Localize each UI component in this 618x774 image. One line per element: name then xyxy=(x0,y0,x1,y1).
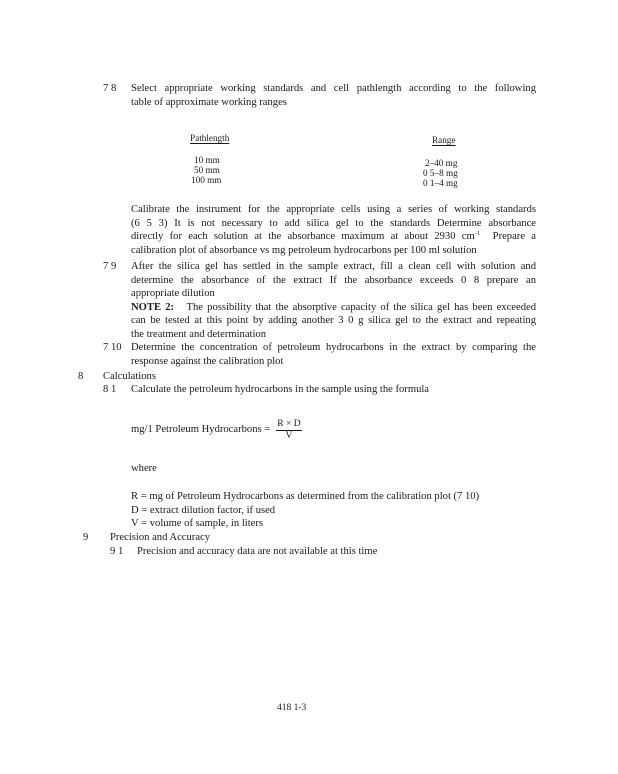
text-line: determine the absorbance of the extract If the absorbance exceeds 0 8 prepare an xyxy=(131,274,536,286)
definition-v: V = volume of sample, in liters xyxy=(131,518,264,530)
text-line: Select appropriate working standards and cell pathlength according to the following xyxy=(131,83,536,94)
section-8-title: Calculations xyxy=(103,371,156,382)
calibrate-paragraph xyxy=(131,203,536,257)
table-header-range: Range xyxy=(432,135,456,145)
formula-numerator: R × D xyxy=(277,419,301,429)
range-cell: 0 1–4 mg xyxy=(423,178,458,188)
table-row xyxy=(423,178,458,189)
text-line: (6 5 3) It is not necessary to add silica gel to the standards Determine absorbance xyxy=(131,217,536,229)
page-number: 418 1-3 xyxy=(277,703,307,713)
table-header-pathlength: Pathlength xyxy=(190,133,230,143)
pathlength-cell: 100 mm xyxy=(191,175,222,185)
formula-lhs: mg/1 Petroleum Hydrocarbons = xyxy=(131,424,271,436)
text-line: response against the calibration plot xyxy=(131,355,284,367)
text-line: Determine the concentration of petroleum hydrocarbons in the extract by comparing the xyxy=(131,342,536,353)
section-number-9-1: 9 1 xyxy=(110,546,124,557)
table-row xyxy=(191,175,221,186)
note-line: the treatment and determination xyxy=(131,328,267,340)
text-line: Calibrate the instrument for the appropriate cells using a series of working standards xyxy=(131,204,536,215)
text-line: calibration plot of absorbance vs mg petroleum hydrocarbons per 100 ml solution xyxy=(131,244,477,256)
table-row xyxy=(194,165,220,176)
text-line: appropriate dilution xyxy=(131,288,215,300)
definition-d: D = extract dilution factor, if used xyxy=(131,504,276,516)
note-line: NOTE 2: The possibility that the absorptive capacity of the silica gel has been exceeded xyxy=(131,301,536,313)
text-line: After the silica gel has settled in the sample extract, fill a clean cell with solution and xyxy=(131,261,536,272)
formula-denominator: V xyxy=(285,431,293,441)
formula xyxy=(131,419,302,441)
section-8-1-text: Calculate the petroleum hydrocarbons in the sample using the formula xyxy=(131,384,430,395)
range-cell: 2–40 mg xyxy=(425,158,458,168)
section-9-1-text: Precision and accuracy data are not available at this time xyxy=(137,546,378,557)
range-cell: 0 5–8 mg xyxy=(423,168,458,178)
table-row xyxy=(425,158,457,169)
pathlength-cell: 50 mm xyxy=(194,165,220,175)
text-line: table of approximate working ranges xyxy=(131,96,287,108)
section-number-8: 8 xyxy=(78,371,84,382)
where-label: where xyxy=(131,463,157,474)
pathlength-cell: 10 mm xyxy=(194,155,220,165)
note-label: NOTE 2: xyxy=(131,301,175,313)
section-7-9-text xyxy=(131,260,536,342)
variable-definitions xyxy=(131,490,479,531)
section-number-9: 9 xyxy=(83,532,89,543)
section-number-7-8: 7 8 xyxy=(103,83,117,94)
formula-fraction xyxy=(276,419,301,441)
table-row xyxy=(194,155,220,166)
section-number-8-1: 8 1 xyxy=(103,384,117,395)
text-line: directly for each solution at the absorbance maximum at about 2930 $cm^{-1}$ Prepare a xyxy=(131,230,536,243)
definition-r: R = mg of Petroleum Hydrocarbons as determined from the calibration plot (7 10) xyxy=(131,491,480,502)
section-9-title: Precision and Accuracy xyxy=(110,532,211,543)
section-7-10-text xyxy=(131,341,536,368)
superscript: -1 xyxy=(474,230,481,238)
section-number-7-10: 7 10 xyxy=(103,342,122,353)
section-7-8-text xyxy=(131,82,536,109)
table-row xyxy=(423,168,458,179)
note-line: can be tested at this point by adding another 3 0 g silica gel to the extract and repeating xyxy=(131,315,536,327)
section-number-7-9: 7 9 xyxy=(103,261,117,272)
